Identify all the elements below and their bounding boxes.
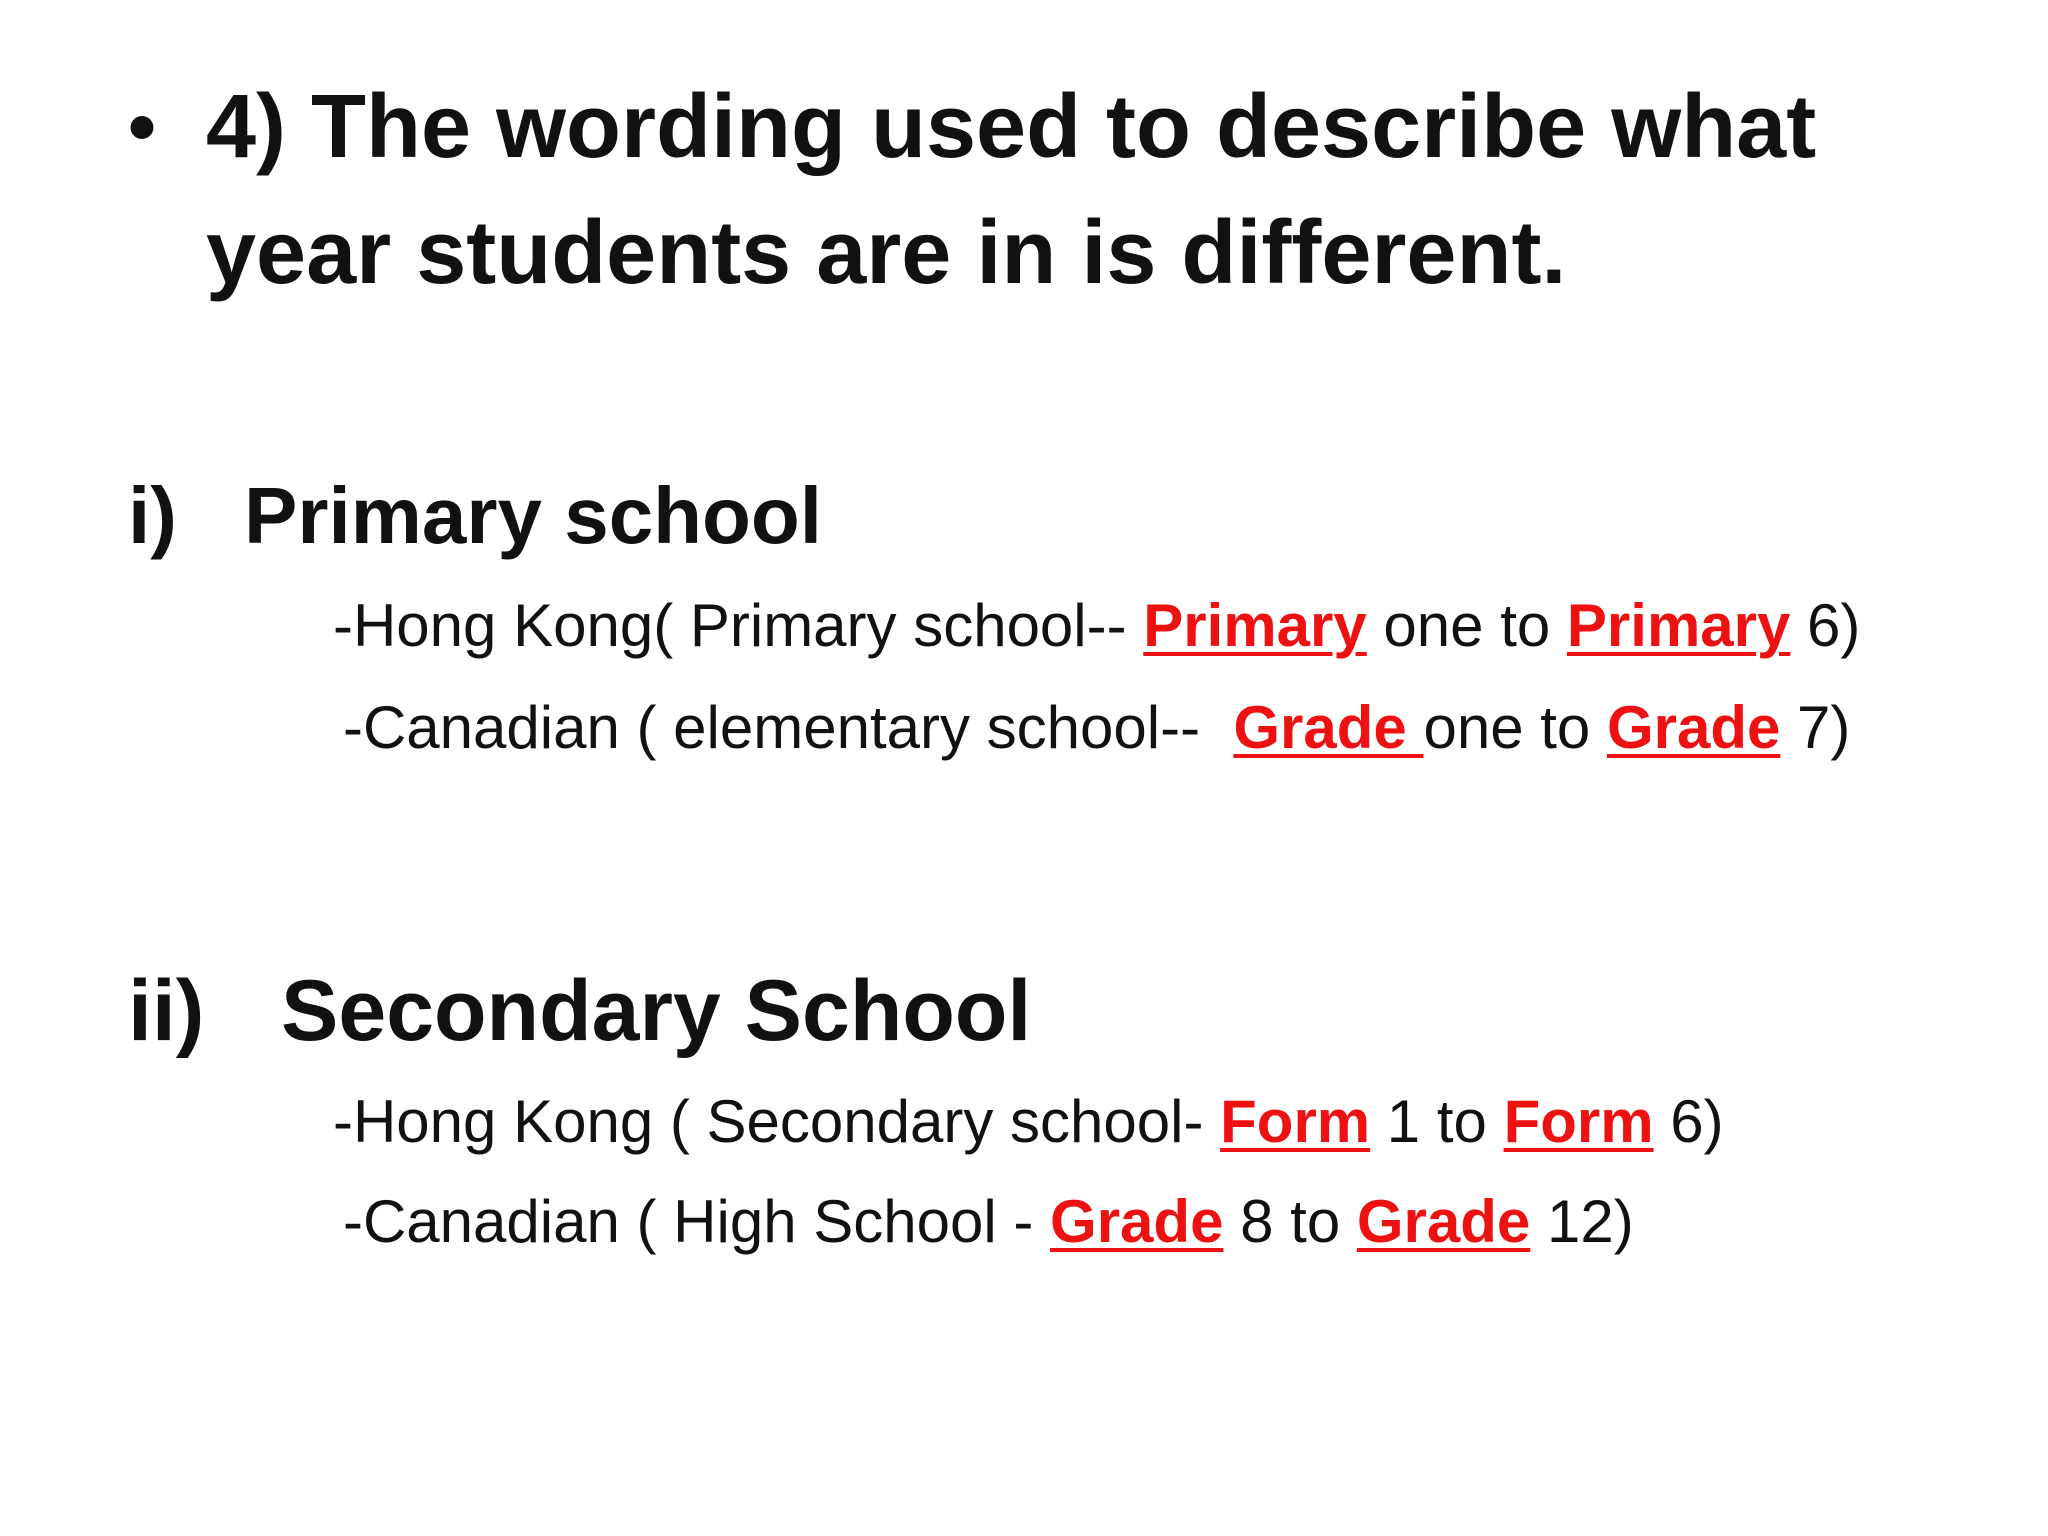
headline-text: 4) The wording used to describe what year students are in is different. — [206, 77, 1817, 303]
headline-bullet — [128, 64, 2008, 316]
line-middle: 1 to — [1370, 1088, 1504, 1155]
section-title: Primary school — [244, 471, 823, 560]
line-prefix: -Hong Kong( Primary school-- — [333, 592, 1144, 659]
section-numeral: i) — [128, 471, 177, 560]
highlight-term: Grade — [1233, 694, 1424, 761]
line-suffix: 6) — [1653, 1088, 1724, 1155]
detail-line-canadian-highschool — [343, 1184, 1634, 1260]
highlight-term: Primary — [1566, 592, 1791, 659]
section-title: Secondary School — [281, 963, 1032, 1059]
line-suffix: 12) — [1530, 1188, 1634, 1255]
highlight-term: Primary — [1143, 592, 1367, 659]
line-prefix: -Canadian ( High School - — [343, 1188, 1051, 1255]
line-suffix: 7) — [1780, 694, 1851, 761]
line-middle: one to — [1366, 592, 1567, 659]
line-prefix: -Canadian ( elementary school-- — [343, 694, 1234, 761]
highlight-term: Form — [1503, 1088, 1654, 1155]
section-numeral: ii) — [128, 963, 205, 1059]
line-middle: 8 to — [1223, 1188, 1357, 1255]
line-middle: one to — [1423, 694, 1607, 761]
detail-line-canadian-elementary — [343, 690, 1850, 766]
detail-line-hongkong-secondary — [333, 1084, 1724, 1160]
section-heading-primary — [128, 466, 822, 566]
detail-line-hongkong-primary — [333, 588, 1860, 664]
highlight-term: Grade — [1356, 1188, 1531, 1255]
section-heading-secondary — [128, 956, 1031, 1066]
highlight-term: Form — [1220, 1088, 1371, 1155]
line-suffix: 6) — [1790, 592, 1861, 659]
line-prefix: -Hong Kong ( Secondary school- — [333, 1088, 1221, 1155]
bullet-dot-icon: • — [128, 82, 157, 171]
highlight-term: Grade — [1050, 1188, 1224, 1255]
highlight-term: Grade — [1606, 694, 1781, 761]
